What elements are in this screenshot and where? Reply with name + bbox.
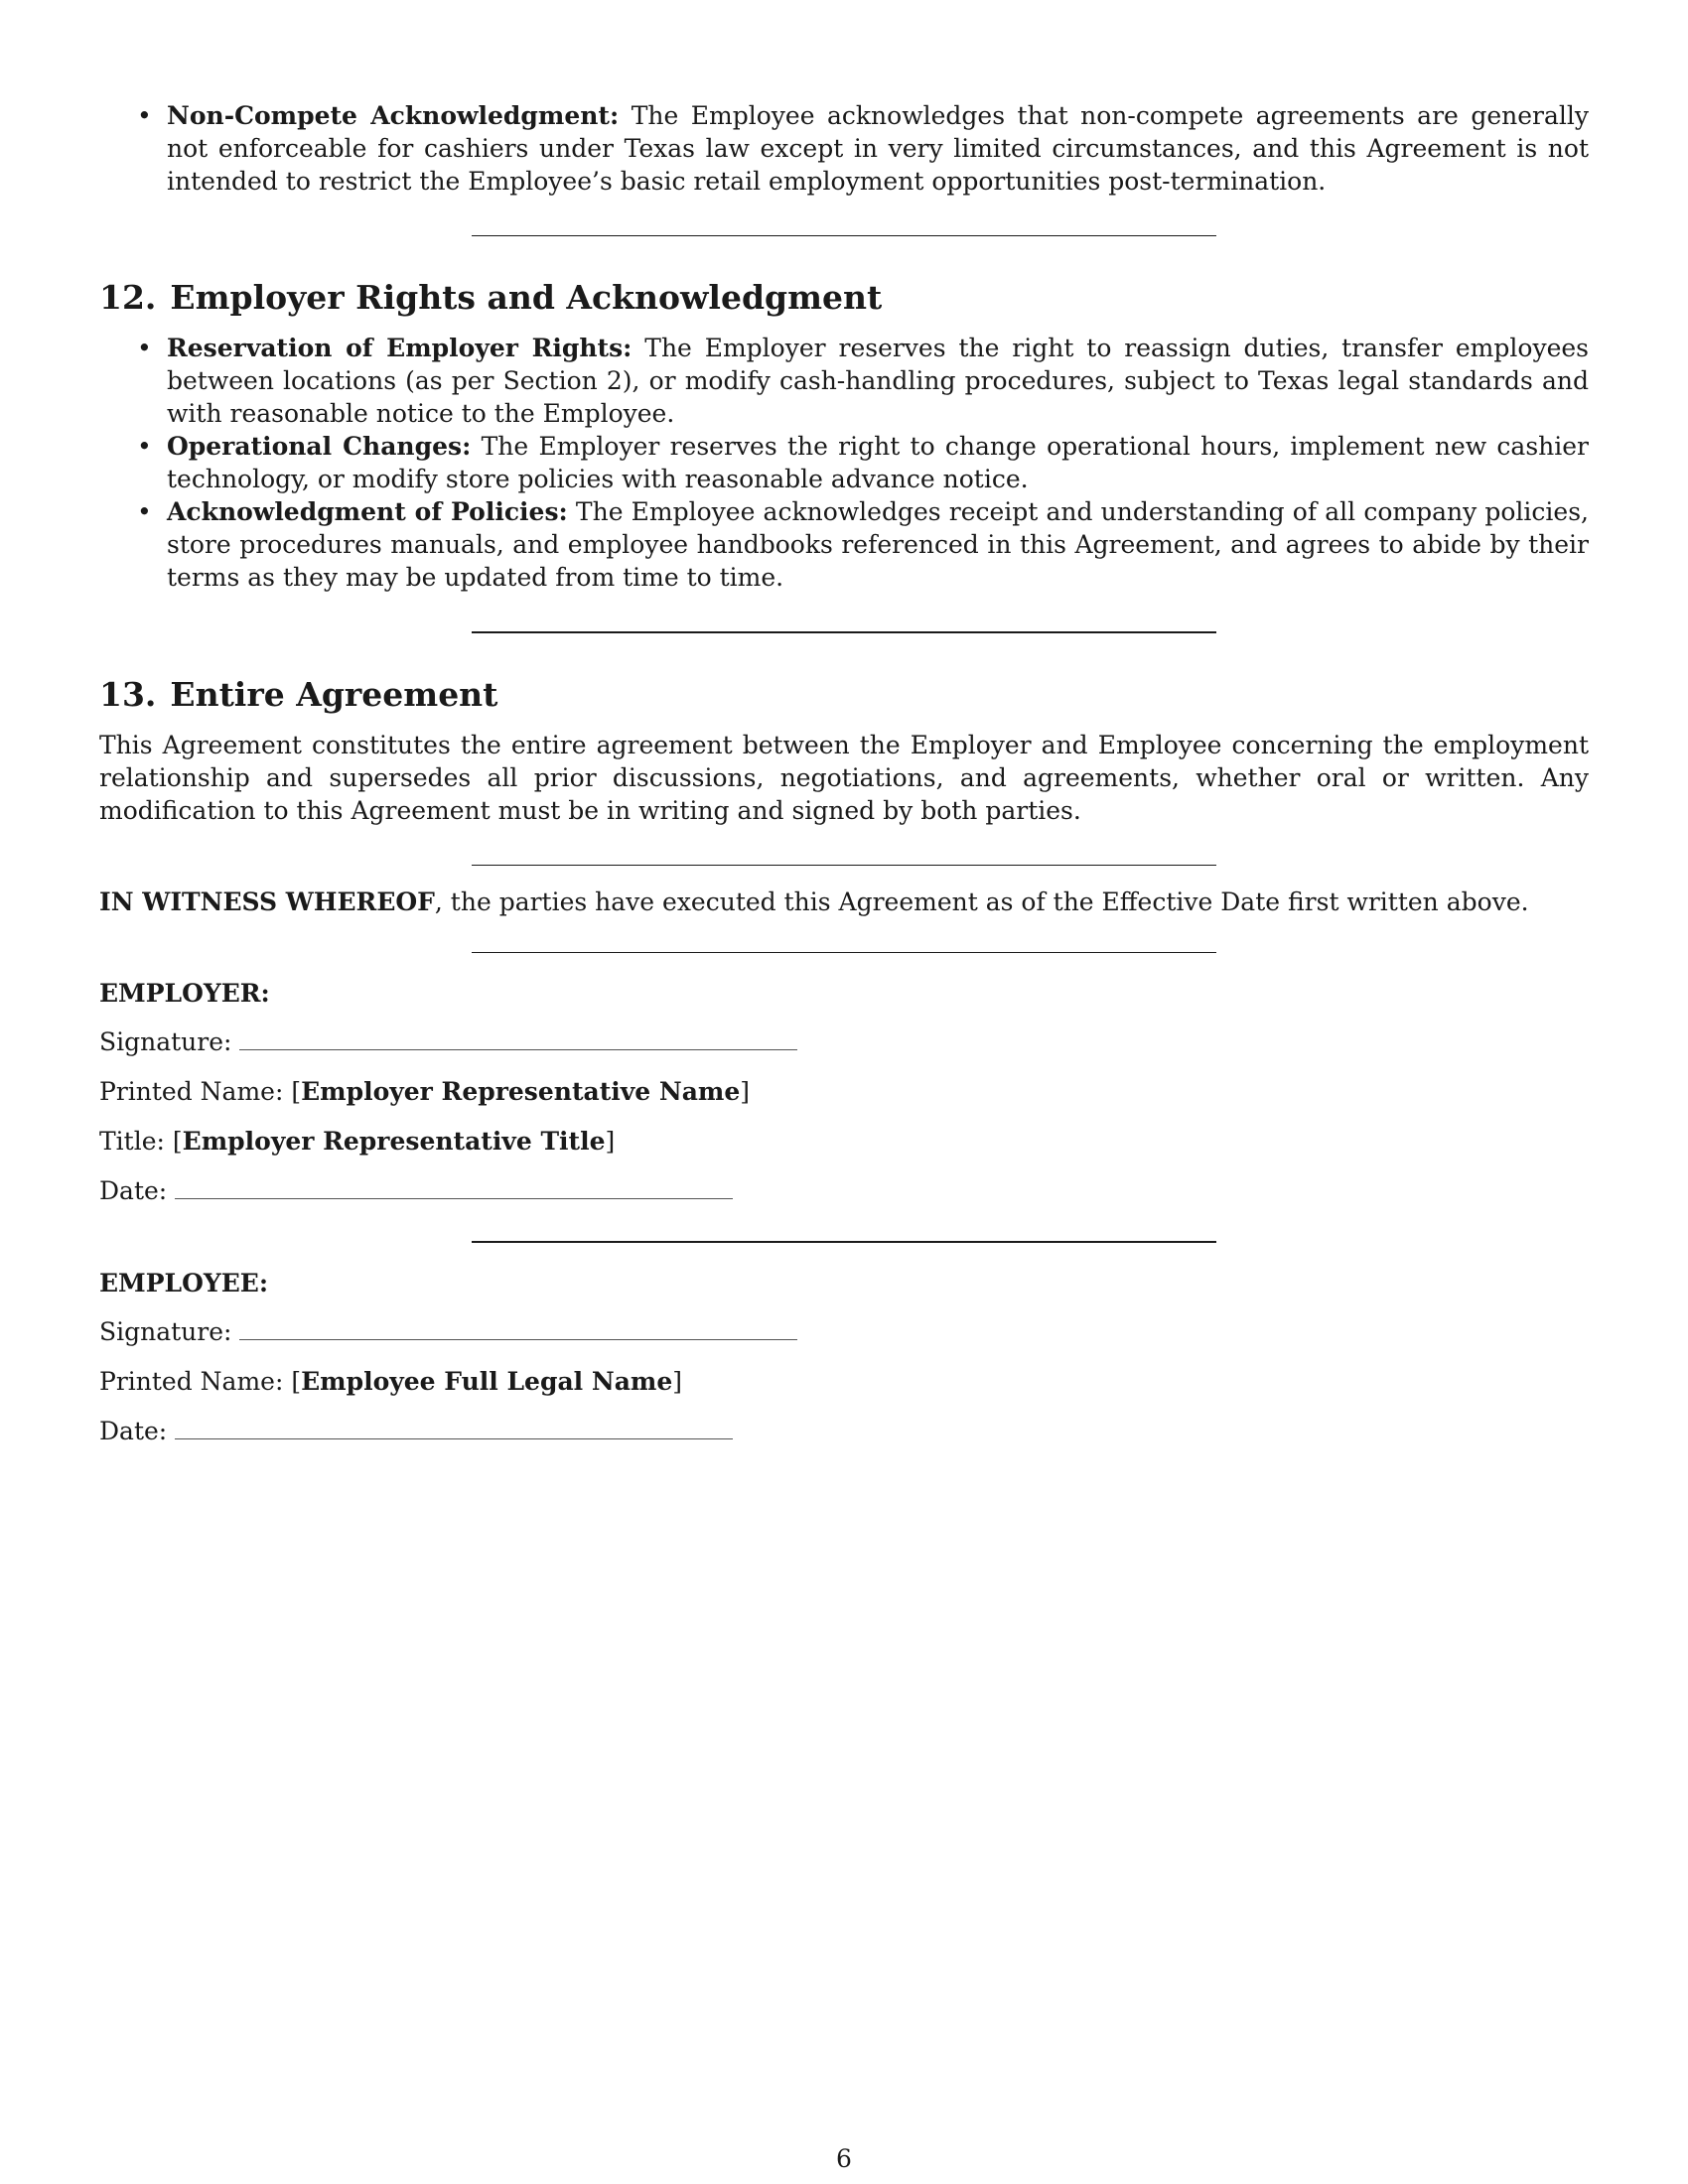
printed-name-close-bracket: ] xyxy=(672,1367,683,1396)
employer-title-placeholder: Employer Representative Title xyxy=(182,1127,606,1156)
witness-text: , the parties have executed this Agreement as of the Effective Date first written above. xyxy=(434,887,1529,916)
employee-date-row xyxy=(99,1415,1589,1447)
bullet-term: Acknowledgment of Policies: xyxy=(167,497,568,526)
employer-title-row xyxy=(99,1125,1589,1158)
employer-signature-line[interactable] xyxy=(239,1027,797,1050)
employee-printed-name-placeholder: Employee Full Legal Name xyxy=(301,1367,673,1396)
document-page xyxy=(99,99,1589,1447)
bullet-reservation xyxy=(99,332,1589,430)
employee-signature-row xyxy=(99,1315,1589,1348)
date-label: Date: xyxy=(99,1417,168,1445)
employer-printed-name-placeholder: Employer Representative Name xyxy=(301,1077,741,1106)
section-13-heading xyxy=(99,675,1589,715)
printed-name-close-bracket: ] xyxy=(740,1077,751,1106)
section-number: 12. xyxy=(99,278,157,317)
printed-name-open-bracket: [ xyxy=(291,1367,302,1396)
bullet-term: Non-Compete Acknowledgment: xyxy=(167,101,620,130)
section-title: Employer Rights and Acknowledgment xyxy=(170,278,883,317)
employee-heading: EMPLOYEE: xyxy=(99,1269,269,1297)
section-13-body: This Agreement constitutes the entire agreement between the Employer and Employee concerning the employment relationship and supersedes all prior discussions, negotiations, and agreements, whether oral or written. Any modification to this Agreement must be in writing and signed by both parties. xyxy=(99,731,1589,825)
signature-label: Signature: xyxy=(99,1027,232,1056)
employee-printed-name-row xyxy=(99,1365,1589,1398)
section-title: Entire Agreement xyxy=(170,675,498,714)
bullet-text: The Employer reserves the right to change operational hours, implement new cashier technology, or modify store policies with reasonable advance notice. xyxy=(167,432,1590,493)
witness-lead: IN WITNESS WHEREOF xyxy=(99,887,435,916)
bullet-text: The Employee acknowledges that non-compete agreements are generally not enforceable for cashiers under Texas law except in very limited circumstances, and this Agreement is not intended to restrict the Employee’s basic retail employment opportunities post-termination. xyxy=(167,101,1589,196)
employer-heading: EMPLOYER: xyxy=(99,979,270,1008)
title-label: Title: xyxy=(99,1127,165,1156)
bullet-term: Operational Changes: xyxy=(167,432,472,461)
printed-name-label: Printed Name: xyxy=(99,1367,284,1396)
employer-signature-row xyxy=(99,1025,1589,1058)
employer-date-row xyxy=(99,1174,1589,1207)
employer-printed-name-row xyxy=(99,1075,1589,1108)
bullet-acknowledgment-policies xyxy=(99,495,1589,594)
section-divider xyxy=(472,1241,1216,1243)
bullet-text: The Employee acknowledges receipt and understanding of all company policies, store procedures manuals, and employee handbooks referenced in this Agreement, and agrees to abide by their terms as they may be updated from time to time. xyxy=(167,497,1589,592)
section-12-heading xyxy=(99,278,1589,318)
printed-name-label: Printed Name: xyxy=(99,1077,284,1106)
section-divider xyxy=(472,865,1216,866)
title-close-bracket: ] xyxy=(605,1127,616,1156)
section-12-bullets xyxy=(99,332,1589,594)
section-divider xyxy=(472,235,1216,236)
bullet-text: The Employer reserves the right to reassign duties, transfer employees between locations (as per Section 2), or modify cash-handling procedures, subject to Texas legal standards and with reasonable notice to the Employee. xyxy=(167,334,1589,428)
date-label: Date: xyxy=(99,1176,168,1205)
section-number: 13. xyxy=(99,675,157,714)
bullet-term: Reservation of Employer Rights: xyxy=(167,334,633,362)
section-divider xyxy=(472,952,1216,953)
employee-date-line[interactable] xyxy=(175,1417,733,1439)
witness-clause xyxy=(99,886,1589,918)
employee-signature-line[interactable] xyxy=(239,1317,797,1340)
section-11-bullets xyxy=(99,99,1589,198)
section-divider xyxy=(472,631,1216,633)
printed-name-open-bracket: [ xyxy=(291,1077,302,1106)
signature-label: Signature: xyxy=(99,1317,232,1346)
page-number: 6 xyxy=(836,2144,852,2173)
employer-date-line[interactable] xyxy=(175,1176,733,1199)
title-open-bracket: [ xyxy=(172,1127,183,1156)
bullet-non-compete xyxy=(99,99,1589,198)
bullet-operational-changes xyxy=(99,430,1589,495)
